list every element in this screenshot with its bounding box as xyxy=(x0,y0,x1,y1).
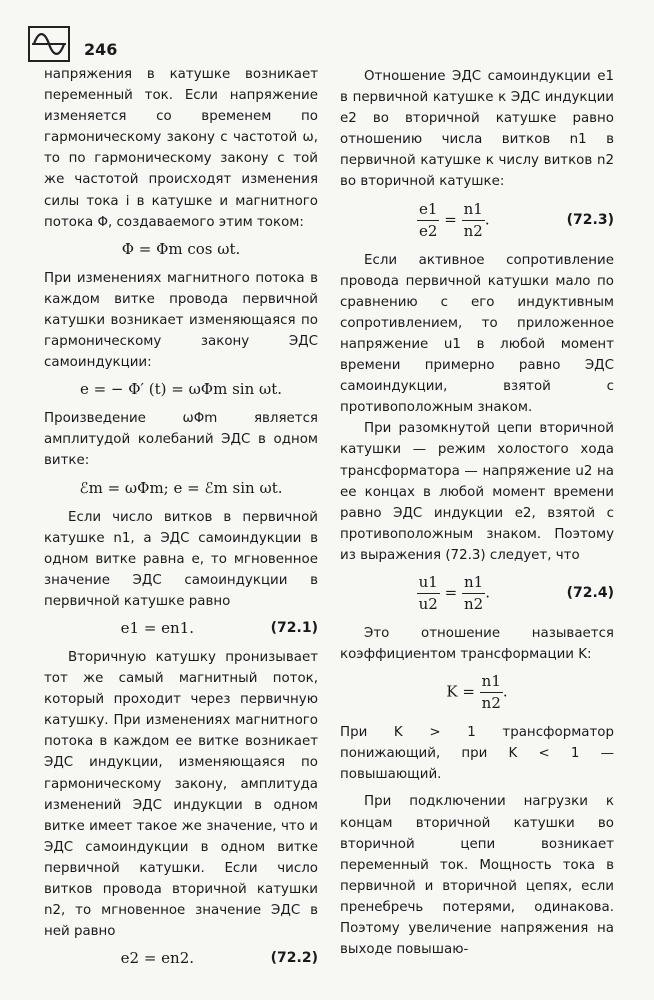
paragraph: При K > 1 трансформатор понижающий, при K < 1 — повышающий. xyxy=(340,725,614,783)
fraction xyxy=(462,572,485,615)
paragraph: Вторичную катушку пронизывает тот же самый магнитный поток, который проходит через первичную катушку. При изменениях магнитного потока в каждом ее витке возникает ЭДС индукции, изменяющаяся по гармоническому закону, амплитуда изменений ЭДС индукции в одном витке имеет такое же значение, что и ЭДС самоиндукции в одном витке первичной катушки. Если число витков провода вторичной катушки n2, то мгновенное значение ЭДС в ней равно xyxy=(44,649,318,940)
period: . xyxy=(485,583,490,602)
equation-number: (72.4) xyxy=(566,584,614,601)
paragraph: При изменениях магнитного потока в каждом витке провода первичной катушки возникает изменяющаяся по гармоническому закону ЭДС самоиндукции: xyxy=(44,270,318,371)
formula xyxy=(44,379,318,400)
formula xyxy=(340,671,614,714)
fraction xyxy=(417,572,440,615)
fraction-numerator: u1 xyxy=(417,572,440,594)
formula-expression: e2 = en2. xyxy=(120,949,195,968)
equation-number: (72.3) xyxy=(566,211,614,228)
formula-numbered xyxy=(340,572,614,615)
fraction xyxy=(417,199,439,242)
fraction-numerator: n1 xyxy=(480,671,503,693)
formula-expression xyxy=(340,671,614,714)
formula-expression xyxy=(340,199,567,242)
equals-sign: = xyxy=(444,583,458,602)
equation-number: (72.2) xyxy=(270,950,318,967)
formula-expression: Φ = Φm cos ωt. xyxy=(121,239,241,258)
paragraph: Произведение ωΦm является амплитудой колебаний ЭДС в одном витке: xyxy=(44,411,318,469)
left-column xyxy=(44,64,318,977)
formula-numbered xyxy=(44,618,318,639)
formula-expression: ℰm = ωΦm; e = ℰm sin ωt. xyxy=(79,478,283,497)
fraction-denominator: n2 xyxy=(481,694,501,713)
paragraph: При подключении нагрузки к концам вторичной катушки во вторичной цепи возникает переменный ток. Мощность тока в первичной и вторичной цепях, если пренебречь потерями, одинакова. Поэтому увеличение напряжения на выходе повышаю- xyxy=(340,794,614,958)
formula xyxy=(44,239,318,260)
formula-numbered xyxy=(44,948,318,969)
fraction-denominator: n2 xyxy=(463,221,483,240)
formula-expression: e = − Φ′ (t) = ωΦm sin ωt. xyxy=(79,380,283,399)
fraction-denominator: e2 xyxy=(419,221,438,240)
formula xyxy=(44,478,318,499)
fraction xyxy=(480,671,503,714)
formula-lhs: K xyxy=(446,682,458,701)
page-number: 246 xyxy=(84,40,118,59)
fraction-denominator: u2 xyxy=(418,594,438,613)
fraction-denominator: n2 xyxy=(464,594,484,613)
period: . xyxy=(502,682,508,701)
paragraph: При разомкнутой цепи вторичной катушки — режим холостого хода трансформатора — напряжение u2 на ее концах в любой момент времени равно ЭДС индукции e2, взятой с противоположным знаком. Поэтому из выражения (72.3) следует, что xyxy=(340,421,614,563)
paragraph: Если активное сопротивление провода первичной катушки мало по сравнению с его индуктивным сопротивлением, то приложенное напряжение u1 в любой момент времени примерно равно ЭДС самоиндукции, взятой с противоположным знаком. xyxy=(340,252,614,416)
sine-wave-glyph xyxy=(30,28,68,60)
equation-number: (72.1) xyxy=(270,619,318,636)
sine-wave-icon xyxy=(28,26,70,62)
equals-sign: = xyxy=(462,682,475,701)
formula-numbered xyxy=(340,199,614,242)
fraction xyxy=(462,199,485,242)
paragraph: Отношение ЭДС самоиндукции e1 в первичной катушке к ЭДС индукции e2 во вторичной катушке равно отношению числа витков n1 в первичной катушке к числу витков n2 во вторичной катушке: xyxy=(340,69,614,190)
formula-expression xyxy=(340,572,567,615)
right-column xyxy=(340,66,614,960)
fraction-numerator: n1 xyxy=(462,199,485,221)
paragraph: Если число витков в первичной катушке n1, а ЭДС самоиндукции в одном витке равна e, то мгновенное значение ЭДС самоиндукции в первичной катушке равно xyxy=(44,509,318,609)
paragraph: Это отношение называется коэффициентом трансформации K: xyxy=(340,625,614,663)
formula-expression: e1 = en1. xyxy=(120,618,195,637)
fraction-numerator: e1 xyxy=(417,199,439,221)
paragraph: напряжения в катушке возникает переменный ток. Если напряжение изменяется со временем по гармоническому закону с частотой ω, то по гармоническому закону с той же частотой происходят изменения силы тока i в катушке и магнитного потока Φ, создаваемого этим током: xyxy=(44,67,318,230)
period: . xyxy=(484,210,490,229)
equals-sign: = xyxy=(444,210,457,229)
fraction-numerator: n1 xyxy=(462,572,485,594)
